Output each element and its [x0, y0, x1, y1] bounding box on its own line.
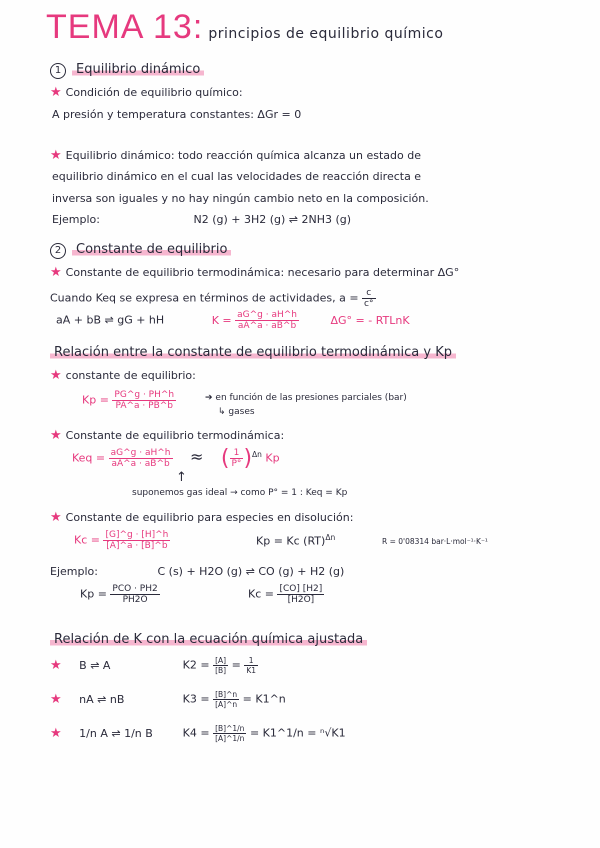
s2-bullet-1	[50, 265, 459, 280]
delta-n-exp: Δn	[252, 449, 262, 459]
s3-example-eq: C (s) + H2O (g) ⇌ CO (g) + H2 (g)	[157, 565, 345, 578]
star-icon: ★	[50, 691, 62, 707]
star-icon: ★	[50, 265, 62, 280]
s2-b1-head: Constante de equilibrio termodinámica:	[65, 266, 285, 279]
s2-b1-rest: necesario para determinar ΔG°	[287, 266, 460, 279]
title-subtitle: principios de equilibrio químico	[208, 26, 444, 42]
s2-line-1	[50, 288, 376, 309]
delta-g-formula: ΔG° = - RTLnK	[330, 313, 410, 327]
activity-fraction: $\frac{c}{c^\circ}$	[364, 288, 374, 309]
relation-row-1: ★ B ⇌ A K2 = $\frac{[A]}{[B]}$ = $\frac{1}{K1}$	[50, 656, 257, 675]
star-icon: ★	[50, 368, 62, 383]
kp-tail: Kp	[265, 451, 280, 465]
s2-general-reaction: aA + bB ⇌ gG + hH	[56, 313, 165, 327]
star-icon: ★	[50, 428, 62, 443]
s3-bullet-1	[50, 368, 196, 383]
keq-fraction: $\frac{aG\^{}g \cdot aH\^{}h}{aA\^{}a \cdot aB\^{}b}$	[110, 448, 171, 469]
s1-example-eq: N2 (g) + 3H2 (g) ⇌ 2NH3 (g)	[193, 213, 352, 226]
page-title	[46, 8, 443, 47]
s1-line-3: inversa son iguales y no hay ningún cambio neto en la composición.	[52, 192, 429, 205]
k-fraction: $\frac{aG\^{}g \cdot aH\^{}h}{aA\^{}a \cdot aB\^{}b}$	[237, 310, 297, 331]
r3-equation: 1/n A ⇌ 1/n B	[79, 726, 153, 740]
s3-example	[50, 565, 344, 578]
section2-number: 2	[50, 243, 66, 259]
s1-b2-rest: todo reacción química alcanza un estado de	[178, 149, 422, 162]
kp-kc-relation: Kp = Kc (RT)$^{\Delta n}$	[256, 533, 336, 548]
s1-bullet-1	[50, 85, 243, 100]
kp-note-1: en función de las presiones parciales (bar)	[215, 393, 407, 403]
kc-definition	[74, 530, 170, 551]
s3-b3-text: Constante de equilibrio para especies en disolución:	[65, 511, 354, 524]
section3-heading	[50, 345, 456, 360]
section2-title: Constante de equilibrio	[72, 242, 231, 257]
section4-heading	[50, 632, 367, 647]
s1-line-1: A presión y temperatura constantes: ΔGr = 0	[52, 108, 302, 121]
s1-b2-head: Equilibrio dinámico:	[65, 149, 175, 162]
kc-fraction: $\frac{[G]\^{}g \cdot [H]\^{}h}{[A]\^{}a \cdot [B]\^{}b}$	[105, 530, 169, 551]
kp-definition	[82, 390, 176, 411]
relation-row-2: ★ nA ⇌ nB K3 = $\frac{[B]\^{}n}{[A]\^{}n}$ = K1^n	[50, 690, 286, 709]
kc-label: Kc =	[74, 533, 100, 547]
arrow-right-icon: ➔	[205, 393, 216, 403]
kp-note	[205, 393, 407, 403]
star-icon: ★	[50, 657, 62, 673]
star-icon: ★	[50, 85, 62, 100]
section4-title: Relación de K con la ecuación química ajustada	[50, 632, 367, 647]
s3-bullet-3	[50, 510, 353, 525]
s2-l1-text: Cuando Keq se expresa en términos de actividades, a =	[50, 291, 359, 305]
r2-equation: nA ⇌ nB	[79, 692, 125, 706]
s3-b1-text: constante de equilibrio:	[65, 369, 196, 382]
star-icon: ★	[50, 725, 62, 741]
ideal-gas-note: suponemos gas ideal → como P° = 1 : Keq = Kp	[132, 488, 348, 498]
kp-label: Kp =	[82, 393, 109, 407]
s1-example-label: Ejemplo:	[52, 213, 100, 226]
relation-row-3: ★ 1/n A ⇌ 1/n B K4 = $\frac{[B]\^{}1/n}{[A]\^{}1/n}$ = K1^1/n = ⁿ√K1	[50, 724, 346, 743]
example-kc-fraction: $\frac{[CO] [H2]}{[H2O]}$	[279, 584, 323, 605]
section2-heading	[50, 242, 231, 259]
s3-b2-text: Constante de equilibrio termodinámica:	[65, 429, 285, 442]
r2-k-label: K3 =	[182, 692, 210, 706]
example-kp: Kp = $\frac{\text{PCO · PH2}}{PH2O}$	[80, 584, 158, 605]
s1-line-2: equilibrio dinámico en el cual las velocidades de reacción directa e	[52, 170, 422, 183]
kp-fraction: $\frac{PG\^{}g \cdot PH\^{}h}{PA\^{}a \cdot PB\^{}b}$	[114, 390, 175, 411]
section1-heading	[50, 62, 204, 79]
s2-eq-row	[56, 310, 410, 331]
example-kp-fraction: $\frac{\text{PCO · PH2}}{PH2O}$	[112, 584, 158, 605]
keq-label: Keq =	[72, 451, 106, 465]
s3-bullet-2	[50, 428, 284, 443]
arrow-curve-icon: ↳	[218, 407, 229, 417]
r3-k-label: K4 =	[182, 726, 210, 740]
section3-title: Relación entre la constante de equilibrio termodinámica y Kp	[50, 345, 456, 360]
approx-symbol: ≈	[190, 446, 204, 466]
r1-equation: B ⇌ A	[79, 658, 111, 672]
s1-bullet-2	[50, 148, 421, 163]
s1-example	[52, 213, 351, 226]
kp-note-2: ↳ gases	[218, 407, 255, 417]
section1-number: 1	[50, 63, 66, 79]
s3-example-label: Ejemplo:	[50, 565, 98, 578]
arrow-up-icon: ↑	[176, 470, 187, 485]
title-main: TEMA 13:	[46, 8, 204, 46]
star-icon: ★	[50, 148, 62, 163]
k-label: K =	[211, 313, 232, 327]
r1-k-label: K2 =	[182, 658, 210, 672]
gas-constant: R = 0'08314 bar·L·mol⁻¹·K⁻¹	[382, 537, 488, 546]
keq-definition: Keq = $\frac{aG\^{}g \cdot aH\^{}h}{aA\^{}a \cdot aB\^{}b}$ ≈ ( $\frac{1}{P^\circ}$ )$^{\Delta n}$ Kp	[72, 446, 280, 471]
example-kc: Kc = $\frac{[CO] [H2]}{[H2O]}$	[248, 584, 323, 605]
section1-title: Equilibrio dinámico	[72, 62, 204, 77]
p-ratio-fraction: $\frac{1}{P^\circ}$	[231, 448, 242, 469]
s1-b1-text: Condición de equilibrio químico:	[65, 86, 243, 99]
star-icon: ★	[50, 510, 62, 525]
